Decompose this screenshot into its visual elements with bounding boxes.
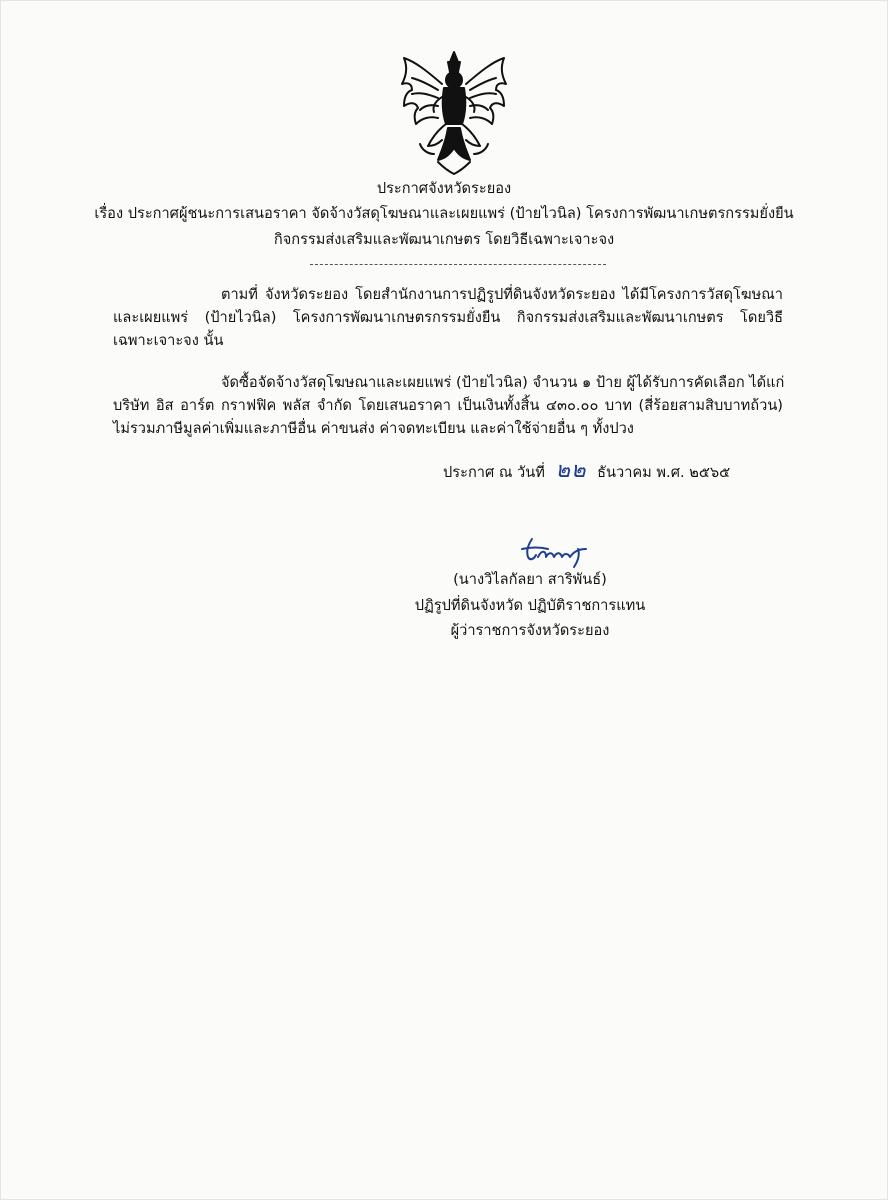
- document-title: ประกาศจังหวัดระยอง: [376, 180, 512, 197]
- paragraph-2-line-2: บริษัท อิส อาร์ต กราฟฟิค พลัส จำกัด โดยเสนอราคา เป็นเงินทั้งสิ้น ๔๓๐.๐๐ บาท (สี่ร้อยสามสิบบาทถ้วน): [113, 397, 783, 414]
- subject-line-2: กิจกรรมส่งเสริมและพัฒนาเกษตร โดยวิธีเฉพาะเจาะจง: [273, 231, 615, 248]
- divider: [310, 264, 606, 265]
- paragraph-1-line-3: เฉพาะเจาะจง นั้น: [113, 332, 224, 349]
- subject-line-1: เรื่อง ประกาศผู้ชนะการเสนอราคา จัดจ้างวัสดุโฆษณาและเผยแพร่ (ป้ายไวนิล) โครงการพัฒนาเกษตรกรรมยั่งยืน: [94, 205, 794, 222]
- date-month-year: ธันวาคม พ.ศ. ๒๕๖๕: [597, 464, 731, 481]
- garuda-emblem-icon: [398, 50, 510, 176]
- announcement-date: [443, 459, 730, 484]
- paragraph-2-line-1: จัดซื้อจัดจ้างวัสดุโฆษณาและเผยแพร่ (ป้ายไวนิล) จำนวน ๑ ป้าย ผู้ได้รับการคัดเลือก ได้แก่: [221, 374, 785, 391]
- paragraph-1-line-2: และเผยแพร่ (ป้ายไวนิล) โครงการพัฒนาเกษตรกรรมยั่งยืน กิจกรรมส่งเสริมและพัฒนาเกษตร โดยวิธี: [113, 309, 783, 326]
- signer-position-1: ปฏิรูปที่ดินจังหวัด ปฏิบัติราชการแทน: [414, 597, 646, 614]
- signature-icon: [518, 535, 594, 569]
- date-day-handwritten: ๒๒: [555, 458, 587, 483]
- paragraph-1-line-1: ตามที่ จังหวัดระยอง โดยสำนักงานการปฏิรูปที่ดินจังหวัดระยอง ได้มีโครงการวัสดุโฆษณา: [221, 286, 783, 303]
- date-prefix: ประกาศ ณ วันที่: [443, 464, 545, 481]
- paragraph-2: [113, 371, 783, 440]
- signer-position-2: ผู้ว่าราชการจังหวัดระยอง: [450, 622, 610, 639]
- paragraph-2-line-3: ไม่รวมภาษีมูลค่าเพิ่มและภาษีอื่น ค่าขนส่ง ค่าจดทะเบียน และค่าใช้จ่ายอื่น ๆ ทั้งปวง: [113, 420, 634, 437]
- signer-name: (นางวิไลกัลยา สาริพันธ์): [453, 571, 607, 588]
- paragraph-1: [113, 283, 783, 352]
